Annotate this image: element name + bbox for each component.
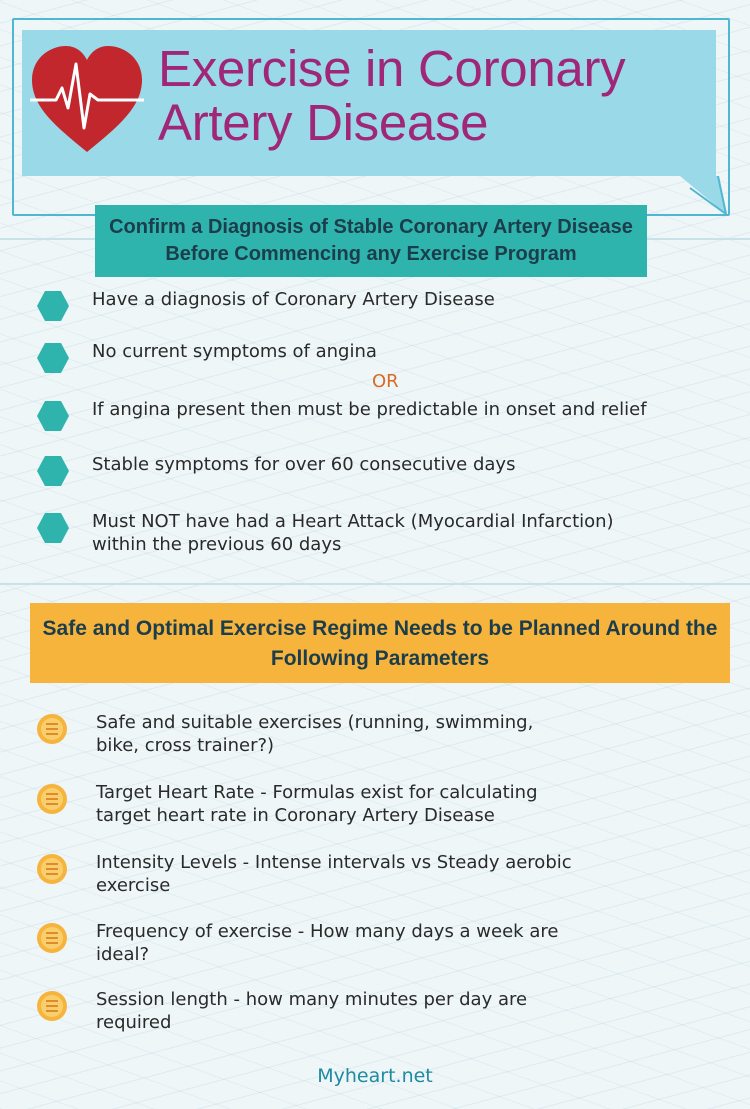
criteria-heading-line-1: Confirm a Diagnosis of Stable Coronary Artery Disease [109, 216, 633, 238]
footer-site-link[interactable]: Myheart.net [317, 1065, 433, 1087]
menu-coin-bullet-icon [36, 990, 68, 1022]
parameters-heading-line-2: Following Parameters [270, 647, 490, 670]
menu-coin-bullet-icon [36, 922, 68, 954]
speech-tail [680, 176, 728, 216]
criteria-heading [95, 205, 647, 277]
criteria-item-text: Have a diagnosis of Coronary Artery Disease [92, 289, 495, 310]
parameter-item-text: Frequency of exercise - How many days a week are ideal? [96, 921, 559, 965]
criteria-item-text: Stable symptoms for over 60 consecutive days [92, 454, 516, 475]
heart-ecg-icon [28, 44, 146, 156]
criteria-item-text: If angina present then must be predictable in onset and relief [92, 399, 647, 420]
parameter-item-text: Intensity Levels - Intense intervals vs Steady aerobic exercise [96, 852, 572, 896]
or-label: OR [372, 371, 399, 392]
hexagon-bullet-icon [36, 512, 70, 544]
parameter-item-text: Safe and suitable exercises (running, swimming, bike, cross trainer?) [96, 712, 534, 756]
page-title [158, 42, 625, 150]
menu-coin-bullet-icon [36, 713, 68, 745]
menu-coin-bullet-icon [36, 783, 68, 815]
menu-coin-bullet-icon [36, 853, 68, 885]
title-line-2: Artery Disease [158, 94, 489, 151]
hexagon-bullet-icon [36, 342, 70, 374]
criteria-heading-line-2: Before Commencing any Exercise Program [165, 243, 577, 265]
title-line-1: Exercise in Coronary [158, 40, 626, 97]
criteria-item-text: No current symptoms of angina [92, 341, 377, 362]
parameter-item-text: Session length - how many minutes per day are required [96, 989, 528, 1033]
divider-line [0, 583, 750, 585]
criteria-item-text: Must NOT have had a Heart Attack (Myocardial Infarction) within the previous 60 days [92, 511, 614, 555]
parameter-item-text: Target Heart Rate - Formulas exist for calculating target heart rate in Coronary Artery Disease [96, 782, 538, 826]
parameters-heading [30, 603, 730, 683]
parameters-heading-line-1: Safe and Optimal Exercise Regime Needs to be Planned Around the [42, 617, 718, 640]
hexagon-bullet-icon [36, 290, 70, 322]
hexagon-bullet-icon [36, 400, 70, 432]
hexagon-bullet-icon [36, 455, 70, 487]
